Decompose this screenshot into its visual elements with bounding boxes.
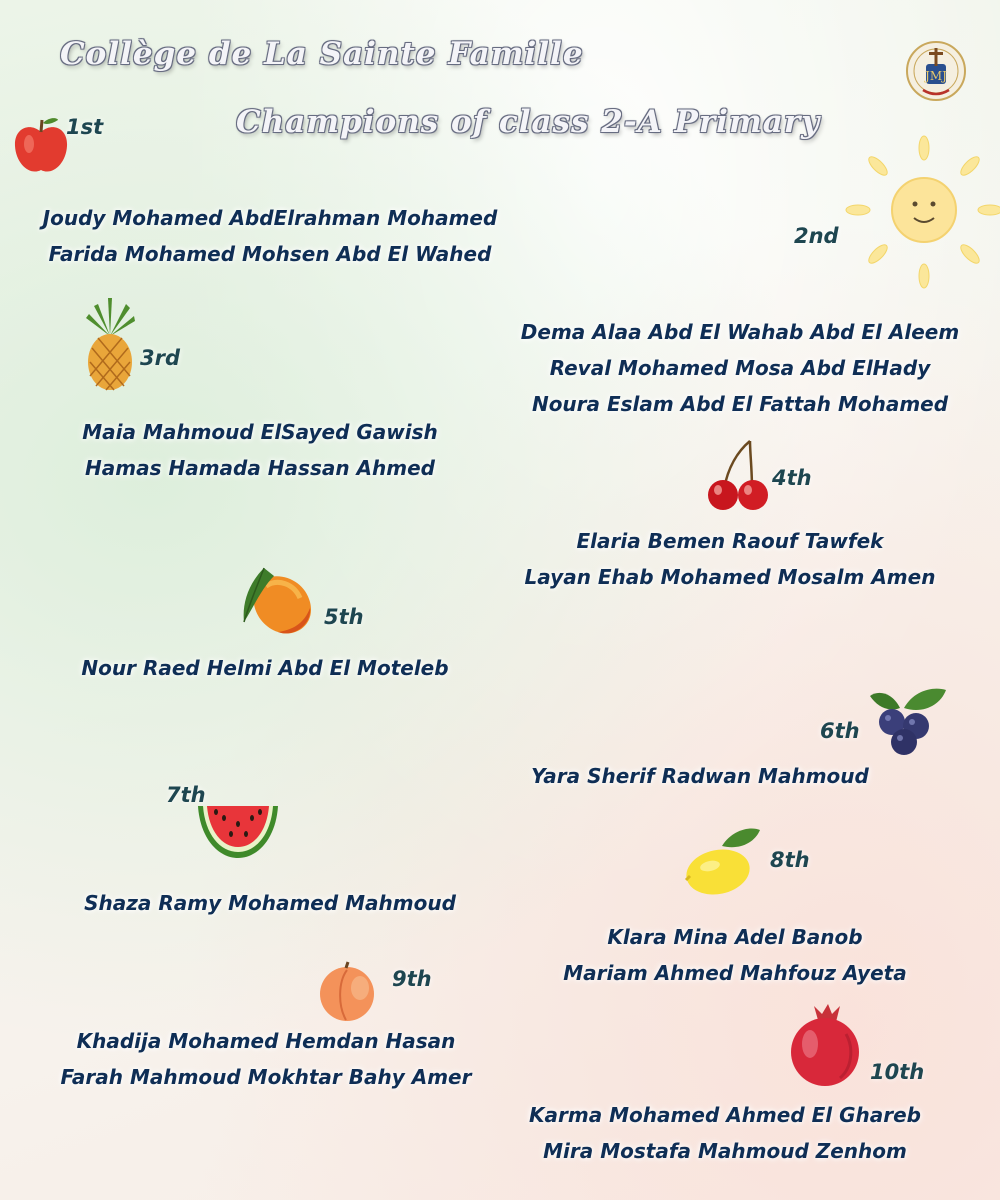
rank-8-names [500, 919, 970, 991]
rank-label: 7th [166, 783, 206, 807]
cherries-icon [706, 437, 770, 513]
rank-5-names [0, 650, 530, 686]
rank-label: 2nd [794, 224, 839, 248]
student-name: Khadija Mohamed Hemdan Hasan [76, 1029, 456, 1053]
watermelon-icon [196, 802, 280, 860]
student-name: Farida Mohamed Mohsen Abd El Wahed [48, 242, 492, 266]
rank-3-names [0, 414, 520, 486]
student-name: Mariam Ahmed Mahfouz Ayeta [563, 961, 907, 985]
student-name: Farah Mahmoud Mokhtar Bahy Amer [60, 1065, 472, 1089]
student-name: Mira Mostafa Mahmoud Zenhom [543, 1139, 907, 1163]
student-name: Klara Mina Adel Banob [607, 925, 863, 949]
student-name: Nour Raed Helmi Abd El Moteleb [81, 656, 449, 680]
peach-icon [316, 962, 378, 1022]
student-name: Shaza Ramy Mohamed Mahmoud [84, 891, 456, 915]
rank-10-names [480, 1097, 970, 1169]
rank-label: 4th [772, 466, 812, 490]
rank-4-names [480, 523, 980, 595]
student-name: Yara Sherif Radwan Mahmoud [531, 764, 869, 788]
student-name: Noura Eslam Abd El Fattah Mohamed [531, 392, 949, 416]
student-name: Maia Mahmoud ElSayed Gawish [82, 420, 438, 444]
school-logo-icon [905, 40, 967, 102]
lemon-icon [684, 824, 764, 898]
school-title: Collège de La Sainte Famille [60, 36, 584, 72]
student-name: Dema Alaa Abd El Wahab Abd El Aleem [520, 320, 960, 344]
blueberries-icon [870, 686, 948, 758]
svg-text:JMJ: JMJ [925, 69, 947, 83]
rank-label: 6th [820, 719, 860, 743]
page-subtitle: Champions of class 2-A Primary [236, 104, 821, 140]
apple-icon [12, 114, 70, 176]
rank-9-names [0, 1023, 532, 1095]
student-name: Reval Mohamed Mosa Abd ElHady [549, 356, 931, 380]
rank-2-names [490, 314, 990, 422]
student-name: Layan Ehab Mohamed Mosalm Amen [524, 565, 936, 589]
sun-icon [848, 138, 1000, 288]
rank-7-names [0, 885, 540, 921]
student-name: Karma Mohamed Ahmed El Ghareb [529, 1103, 921, 1127]
student-name: Elaria Bemen Raouf Tawfek [576, 529, 884, 553]
rank-1-names [0, 200, 540, 272]
rank-label: 3rd [140, 346, 181, 370]
rank-label: 8th [770, 848, 810, 872]
rank-label: 1st [66, 115, 104, 139]
rank-label: 10th [870, 1060, 925, 1084]
rank-label: 5th [324, 605, 364, 629]
pineapple-icon [84, 296, 136, 392]
rank-6-names [480, 758, 920, 794]
mango-icon [238, 562, 318, 638]
student-name: Joudy Mohamed AbdElrahman Mohamed [42, 206, 498, 230]
rank-label: 9th [392, 967, 432, 991]
student-name: Hamas Hamada Hassan Ahmed [85, 456, 435, 480]
pomegranate-icon [786, 1004, 864, 1088]
